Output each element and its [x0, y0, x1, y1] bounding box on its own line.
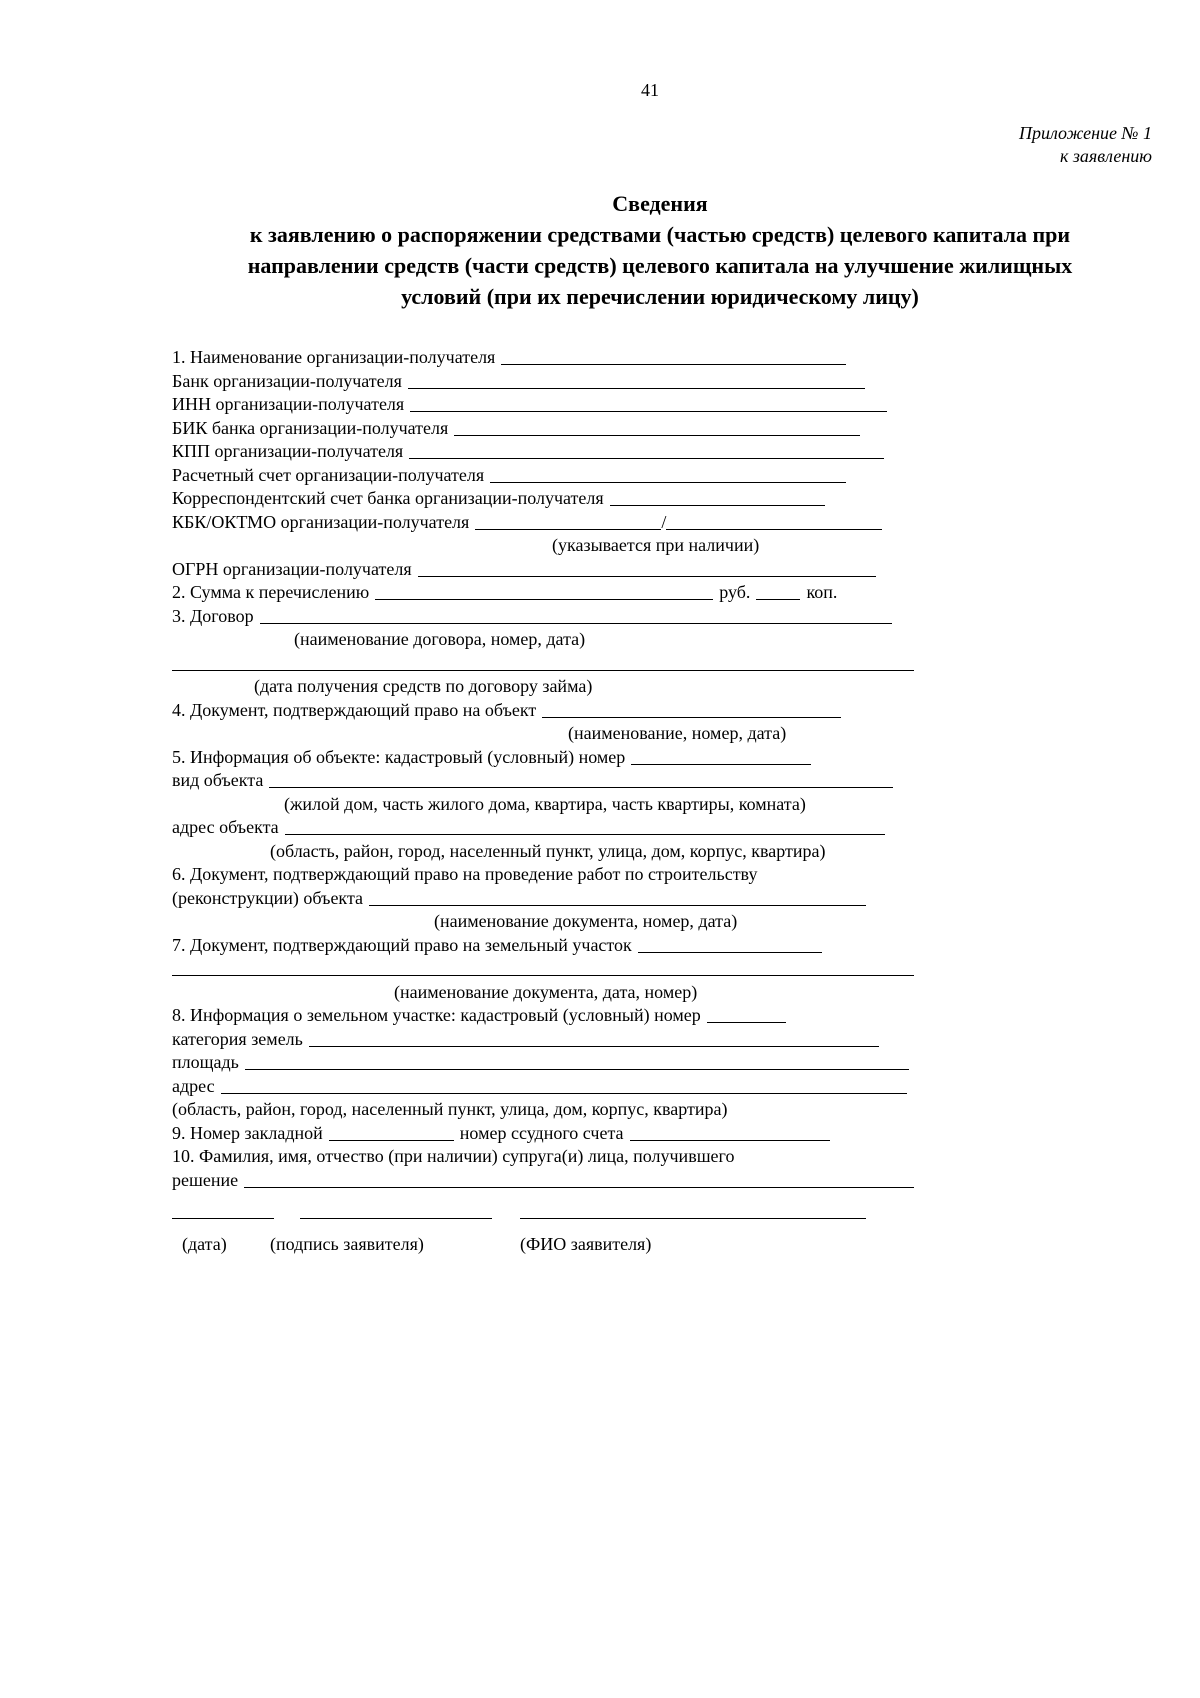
title-line-2: к заявлению о распоряжении средствами (частью средств) целевого капитала при — [249, 222, 1071, 247]
field-label: 4. Документ, подтверждающий право на объект — [172, 699, 537, 720]
field-label: 6. Документ, подтверждающий право на проведение работ по строительству — [172, 864, 758, 884]
note-row — [172, 793, 922, 817]
annex-reference — [1019, 122, 1152, 168]
fill-line[interactable] — [501, 346, 846, 365]
field-note: (наименование документа, номер, дата) — [434, 911, 738, 931]
field-object-type — [172, 769, 922, 793]
note-row — [172, 1098, 922, 1122]
fill-line[interactable] — [269, 769, 893, 788]
annex-line-1: Приложение № 1 — [1018, 123, 1152, 143]
note-row — [172, 840, 922, 864]
field-org-name — [172, 346, 922, 370]
field-label: решение — [172, 1169, 239, 1190]
field-note: (указывается при наличии) — [552, 535, 760, 555]
mortgage-fill-line[interactable] — [329, 1122, 454, 1141]
date-fill-line[interactable] — [172, 1218, 274, 1219]
field-label: 7. Документ, подтверждающий право на земельный участок — [172, 934, 632, 955]
field-label: Корреспондентский счет банка организации-получателя — [172, 488, 604, 508]
fill-line[interactable] — [490, 464, 846, 483]
form-body — [172, 346, 922, 1192]
field-note: (дата получения средств по договору займа) — [254, 676, 593, 696]
fill-line[interactable] — [454, 417, 860, 436]
note-row — [172, 981, 922, 1005]
title-line-4: условий (при их перечислении юридическому лицу) — [401, 284, 919, 309]
field-note: (жилой дом, часть жилого дома, квартира, часть квартиры, комната) — [284, 793, 806, 814]
field-label: Расчетный счет организации-получателя — [172, 464, 485, 485]
field-label: категория земель — [172, 1028, 303, 1049]
field-org-kpp — [172, 440, 922, 464]
title-line-1: Сведения — [612, 191, 708, 216]
page-number: 41 — [641, 80, 659, 100]
field-land-doc-cont — [172, 957, 922, 981]
title-line-3: направлении средств (части средств) целевого капитала на улучшение жилищных — [247, 253, 1073, 278]
name-caption: (ФИО заявителя) — [520, 1234, 652, 1254]
signature-caption: (подпись заявителя) — [270, 1234, 424, 1254]
note-row — [172, 628, 922, 652]
field-spouse — [172, 1145, 922, 1169]
fill-line[interactable] — [410, 393, 887, 412]
date-caption: (дата) — [182, 1234, 227, 1254]
field-label: 1. Наименование организации-получателя — [172, 347, 496, 367]
fill-line[interactable] — [244, 1169, 914, 1188]
oktmo-fill-line[interactable] — [666, 511, 882, 530]
field-note: (наименование документа, дата, номер) — [394, 981, 698, 1002]
name-fill-line[interactable] — [520, 1218, 866, 1219]
field-label: 8. Информация о земельном участке: кадастровый (условный) номер — [172, 1005, 701, 1025]
fill-line[interactable] — [409, 440, 884, 459]
field-spouse-cont — [172, 1169, 922, 1193]
field-note: (область, район, город, населенный пункт, улица, дом, корпус, квартира) — [270, 840, 826, 861]
field-land-address — [172, 1075, 922, 1099]
field-label: БИК банка организации-получателя — [172, 417, 449, 438]
fill-line[interactable] — [610, 487, 825, 506]
field-label: вид объекта — [172, 770, 264, 790]
field-label: площадь — [172, 1052, 239, 1072]
field-label: 2. Сумма к перечислению — [172, 582, 370, 602]
field-label: (реконструкции) объекта — [172, 887, 364, 908]
field-label: КБК/ОКТМО организации-получателя — [172, 511, 470, 532]
fill-line[interactable] — [707, 1004, 786, 1023]
fill-line[interactable] — [245, 1051, 909, 1070]
kop-fill-line[interactable] — [756, 581, 800, 600]
field-org-ogrn — [172, 558, 922, 582]
document-title — [180, 188, 1140, 312]
field-note: (наименование, номер, дата) — [568, 723, 787, 743]
slash-separator: / — [661, 511, 667, 532]
field-label: КПП организации-получателя — [172, 441, 404, 461]
field-label: 5. Информация об объекте: кадастровый (условный) номер — [172, 746, 626, 767]
amount-fill-line[interactable] — [375, 581, 713, 600]
field-label: Банк организации-получателя — [172, 370, 402, 391]
note-row — [172, 722, 922, 746]
field-construction-doc-cont — [172, 887, 922, 911]
field-land-doc — [172, 934, 922, 958]
fill-line[interactable] — [542, 699, 841, 718]
fill-line[interactable] — [631, 746, 811, 765]
annex-line-2: к заявлению — [1059, 146, 1152, 166]
field-object-address — [172, 816, 922, 840]
fill-line[interactable] — [309, 1028, 879, 1047]
field-label: номер ссудного счета — [459, 1122, 624, 1143]
field-land-area — [172, 1051, 922, 1075]
fill-line[interactable] — [408, 370, 865, 389]
fill-line[interactable] — [172, 957, 914, 976]
rub-label: руб. — [719, 582, 751, 602]
note-row — [172, 910, 922, 934]
fill-line[interactable] — [638, 934, 822, 953]
field-label: адрес объекта — [172, 817, 279, 837]
field-mortgage — [172, 1122, 922, 1146]
fill-line[interactable] — [172, 652, 914, 671]
field-label: 9. Номер закладной — [172, 1122, 323, 1143]
field-org-bank — [172, 370, 922, 394]
field-construction-doc — [172, 863, 922, 887]
kop-label: коп. — [806, 582, 838, 602]
field-label: 10. Фамилия, имя, отчество (при наличии) супруга(и) лица, получившего — [172, 1146, 735, 1166]
fill-line[interactable] — [418, 558, 876, 577]
field-land-info — [172, 1004, 922, 1028]
note-row — [172, 534, 922, 558]
field-contract — [172, 605, 922, 629]
signature-fill-line[interactable] — [300, 1218, 492, 1219]
field-label: ИНН организации-получателя — [172, 394, 405, 414]
field-kbk-oktmo — [172, 511, 922, 535]
field-label: ОГРН организации-получателя — [172, 558, 412, 579]
loan-account-fill-line[interactable] — [630, 1122, 830, 1141]
fill-line[interactable] — [285, 816, 885, 835]
field-bank-bik — [172, 417, 922, 441]
signature-block — [172, 1218, 872, 1278]
field-note: (область, район, город, населенный пункт, улица, дом, корпус, квартира) — [172, 1099, 728, 1119]
fill-line[interactable] — [369, 887, 866, 906]
note-row — [172, 675, 922, 699]
fill-line[interactable] — [221, 1075, 907, 1094]
field-correspondent-account — [172, 487, 922, 511]
field-note: (наименование договора, номер, дата) — [294, 629, 586, 649]
fill-line[interactable] — [260, 605, 892, 624]
field-label: 3. Договор — [172, 605, 254, 626]
field-object-info — [172, 746, 922, 770]
field-land-category — [172, 1028, 922, 1052]
field-ownership-doc — [172, 699, 922, 723]
kbk-fill-line[interactable] — [475, 511, 661, 530]
field-loan-date — [172, 652, 922, 676]
field-label: адрес — [172, 1075, 215, 1096]
field-org-inn — [172, 393, 922, 417]
field-amount — [172, 581, 922, 605]
field-settlement-account — [172, 464, 922, 488]
